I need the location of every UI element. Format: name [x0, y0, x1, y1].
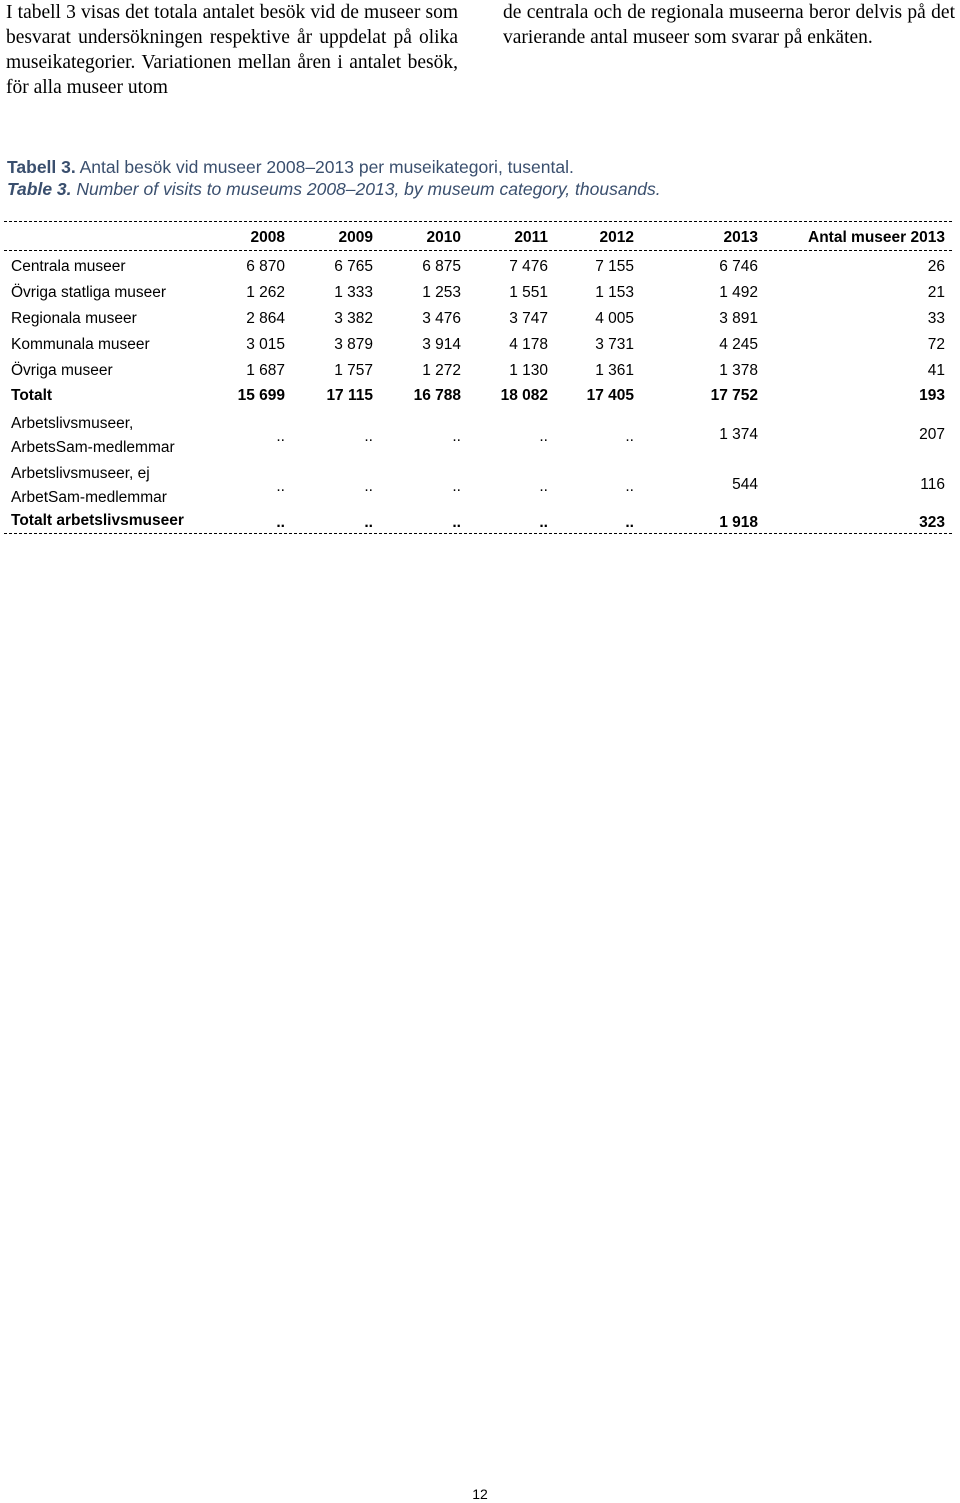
cell-value: 1 687: [246, 362, 285, 379]
cell-value: 1 361: [595, 362, 634, 379]
cell-value: ..: [625, 478, 634, 495]
row-label-line2: ArbetsSam-medlemmar: [11, 439, 175, 456]
cell-value: 21: [927, 284, 945, 301]
row-label-line2: ArbetSam-medlemmar: [11, 489, 167, 506]
table-row: [0, 361, 960, 383]
cell-value: 3 476: [422, 310, 461, 327]
cell-value: 26: [927, 258, 945, 275]
cell-value: 1 153: [595, 284, 634, 301]
cell-value: 1 374: [719, 426, 758, 443]
header-2010: 2010: [426, 229, 461, 246]
row-label: Totalt arbetslivsmuseer: [11, 512, 184, 529]
table-row-total-arbetsliv: [0, 511, 960, 533]
cell-value: ..: [452, 514, 461, 531]
cell-value: ..: [625, 428, 634, 445]
cell-value: ..: [276, 428, 285, 445]
cell-value: 323: [919, 514, 945, 531]
cell-value: 3 015: [246, 336, 285, 353]
table-row: [0, 335, 960, 357]
row-label: Centrala museer: [11, 258, 126, 275]
header-rule: [4, 250, 952, 251]
cell-value: 16 788: [413, 387, 461, 404]
cell-value: 116: [920, 476, 945, 493]
cell-value: 4 178: [509, 336, 548, 353]
cell-value: 6 870: [246, 258, 285, 275]
cell-value: 15 699: [237, 387, 285, 404]
cell-value: 1 130: [509, 362, 548, 379]
cell-value: ..: [276, 478, 285, 495]
cell-value: 18 082: [500, 387, 548, 404]
cell-value: 1 378: [719, 362, 758, 379]
table-row: [0, 412, 960, 460]
row-label: Regionala museer: [11, 310, 137, 327]
cell-value: 3 731: [595, 336, 634, 353]
cell-value: ..: [539, 428, 548, 445]
cell-value: ..: [364, 428, 373, 445]
table-caption-swedish: [7, 156, 907, 178]
cell-value: 33: [927, 310, 945, 327]
cell-value: 41: [927, 362, 945, 379]
cell-value: ..: [452, 478, 461, 495]
header-2012: 2012: [599, 229, 634, 246]
header-2013: 2013: [723, 229, 758, 246]
row-label: Övriga museer: [11, 362, 113, 379]
cell-value: 6 765: [334, 258, 373, 275]
cell-value: 3 891: [719, 310, 758, 327]
cell-value: 3 382: [334, 310, 373, 327]
body-paragraph-right: de centrala och de regionala museerna beror delvis på det varierande antal museer som svarar på enkäten.: [503, 2, 955, 48]
cell-value: 7 476: [509, 258, 548, 275]
row-label-line1: Arbetslivsmuseer,: [11, 415, 134, 432]
cell-value: 1 262: [246, 284, 285, 301]
cell-value: 72: [927, 336, 945, 353]
cell-value: 1 551: [509, 284, 548, 301]
table-row-total: [0, 386, 960, 408]
cell-value: 4 005: [595, 310, 634, 327]
cell-value: 1 272: [422, 362, 461, 379]
cell-value: 1 492: [719, 284, 758, 301]
header-2011: 2011: [514, 229, 548, 246]
cell-value: 1 757: [334, 362, 373, 379]
table-row: [0, 257, 960, 279]
cell-value: 193: [919, 387, 945, 404]
cell-value: ..: [364, 514, 373, 531]
body-text-right-column: [503, 0, 955, 50]
cell-value: ..: [364, 478, 373, 495]
row-label: Kommunala museer: [11, 336, 150, 353]
page-number: 12: [472, 1486, 488, 1502]
cell-value: 6 875: [422, 258, 461, 275]
header-2009: 2009: [338, 229, 373, 246]
cell-value: 1 918: [719, 514, 758, 531]
cell-value: 17 752: [710, 387, 758, 404]
table-row: [0, 283, 960, 305]
header-antal-museer: Antal museer 2013: [808, 229, 945, 246]
row-label: Övriga statliga museer: [11, 284, 167, 301]
cell-value: 2 864: [246, 310, 285, 327]
cell-value: 544: [732, 476, 758, 493]
cell-value: ..: [625, 514, 634, 531]
cell-value: 17 115: [326, 387, 373, 404]
row-label-line1: Arbetslivsmuseer, ej: [11, 465, 150, 482]
table-row: [0, 462, 960, 510]
cell-value: 3 914: [422, 336, 461, 353]
cell-value: 3 747: [509, 310, 548, 327]
table-bottom-rule: [4, 533, 952, 534]
cell-value: ..: [539, 514, 548, 531]
table-caption-english: [7, 178, 907, 200]
cell-value: 1 333: [334, 284, 373, 301]
cell-value: 207: [919, 426, 945, 443]
body-paragraph-left: I tabell 3 visas det totala antalet besök vid de museer som besvarat undersökningen respektive år uppdelat på olika museikategorier. Variationen mellan åren i antalet besök, för alla museer utom: [6, 2, 458, 98]
body-text-left-column: [6, 0, 458, 100]
cell-value: ..: [452, 428, 461, 445]
cell-value: 4 245: [719, 336, 758, 353]
caption-text-en: Number of visits to museums 2008–2013, by museum category, thousands.: [71, 179, 661, 199]
table-header-row: [0, 228, 960, 250]
row-label: Totalt: [11, 387, 53, 404]
cell-value: 7 155: [595, 258, 634, 275]
cell-value: ..: [539, 478, 548, 495]
caption-label-en: Table 3.: [7, 179, 72, 199]
cell-value: 17 405: [586, 387, 634, 404]
cell-value: 3 879: [334, 336, 373, 353]
header-2008: 2008: [250, 229, 285, 246]
cell-value: 6 746: [719, 258, 758, 275]
table-top-rule: [4, 221, 952, 222]
cell-value: 1 253: [422, 284, 461, 301]
cell-value: ..: [276, 514, 285, 531]
table-row: [0, 309, 960, 331]
caption-text-sv: Antal besök vid museer 2008–2013 per museikategori, tusental.: [75, 157, 574, 177]
caption-label-sv: Tabell 3.: [7, 157, 76, 177]
